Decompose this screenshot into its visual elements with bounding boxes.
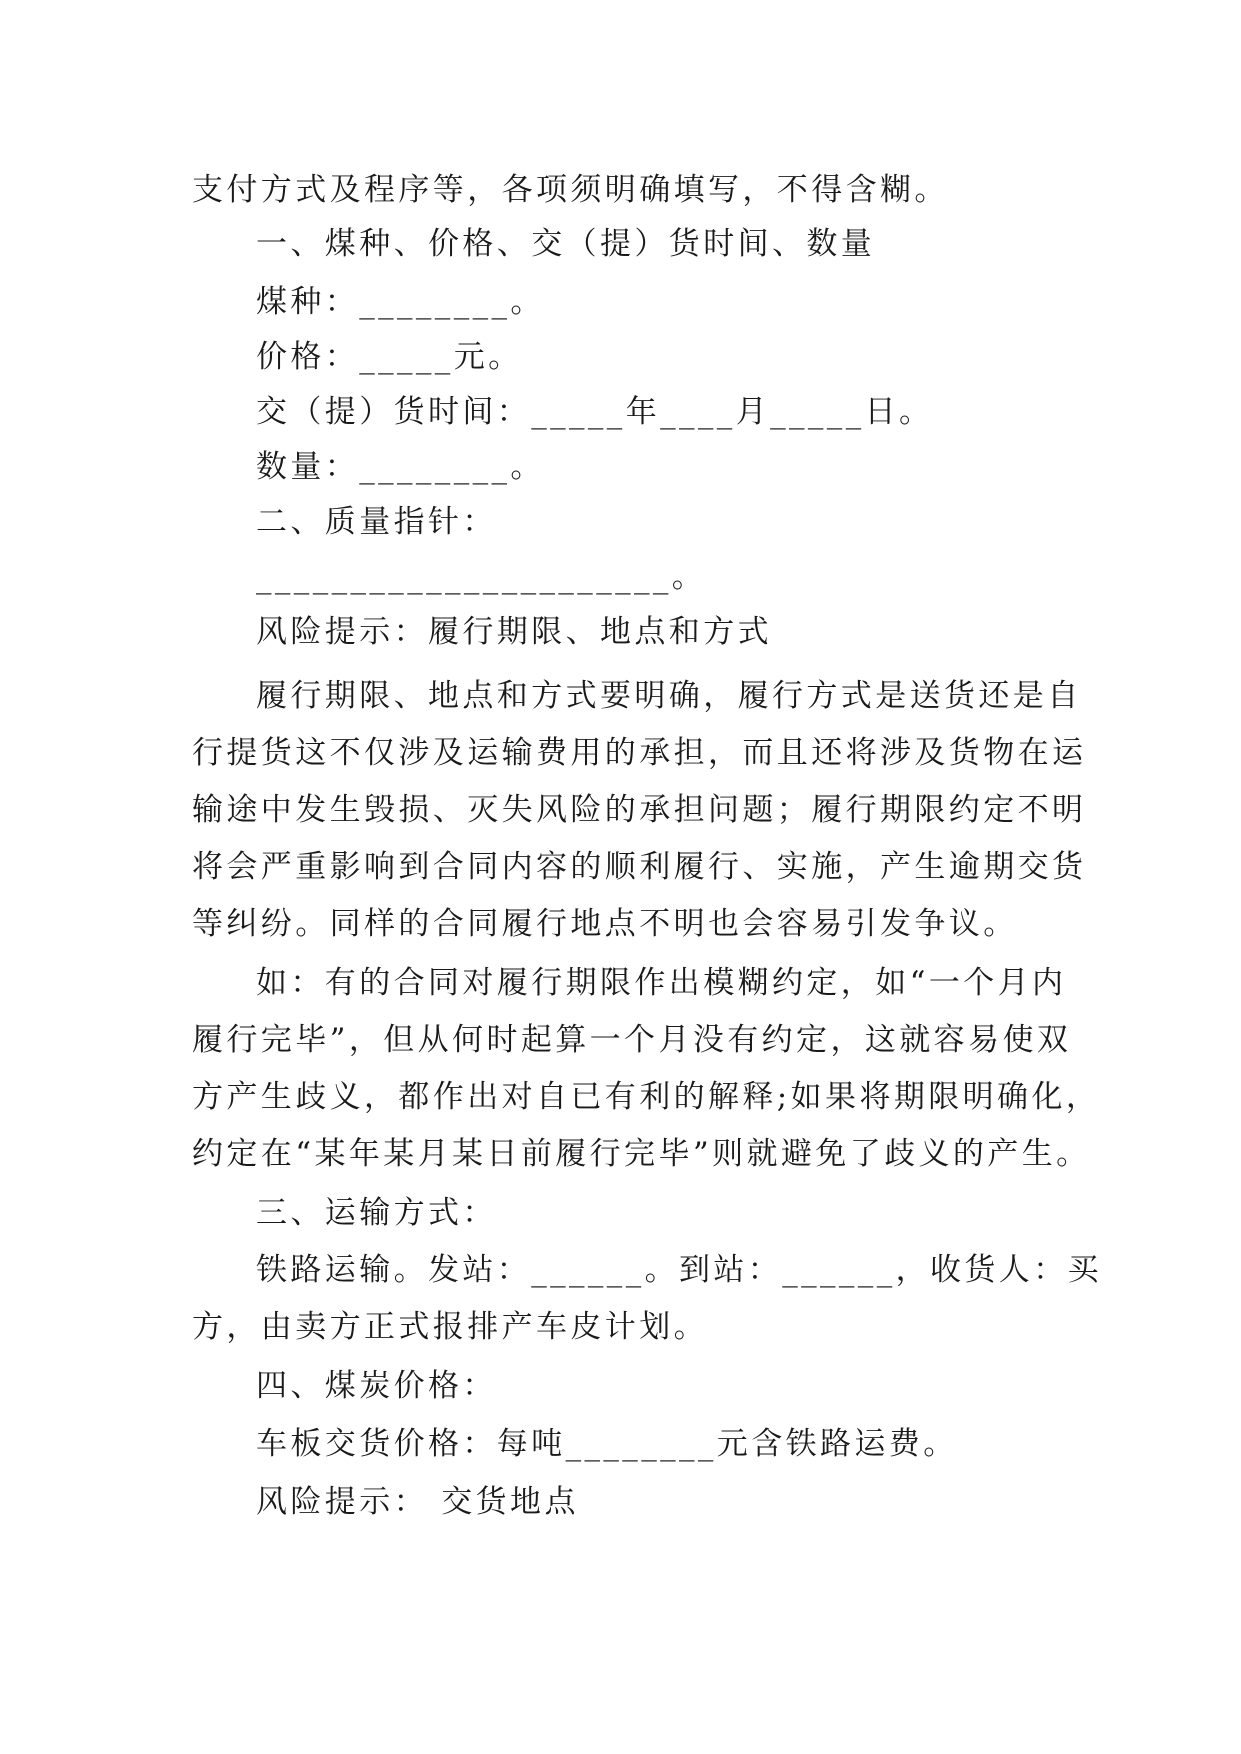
field-quantity: 数量：________。 (256, 449, 545, 485)
paragraph-line: 约定在“某年某月某日前履行完毕”则就避免了歧义的产生。 (192, 1136, 1091, 1172)
field-coal-type: 煤种：________。 (256, 284, 545, 320)
paragraph-line: 行提货这不仅涉及运输费用的承担，而且还将涉及货物在运 (192, 735, 1087, 771)
section-heading: 三、运输方式： (256, 1195, 497, 1231)
paragraph-line: 履行完毕”，但从何时起算一个月没有约定，这就容易使双 (192, 1022, 1072, 1058)
section-heading: 四、煤炭价格： (256, 1368, 497, 1404)
paragraph-line: 支付方式及程序等，各项须明确填写，不得含糊。 (192, 172, 949, 208)
paragraph-line: 将会严重影响到合同内容的顺利履行、实施，产生逾期交货 (192, 849, 1087, 885)
field-delivery-time: 交（提）货时间：_____年____月_____日。 (256, 394, 934, 430)
section-heading: 二、质量指针： (256, 504, 497, 540)
paragraph-line: 方，由卖方正式报排产车皮计划。 (192, 1309, 708, 1345)
paragraph-line: 履行期限、地点和方式要明确，履行方式是送货还是自 (256, 678, 1082, 714)
field-price: 价格：_____元。 (256, 339, 523, 375)
paragraph-line: 方产生歧义，都作出对自已有利的解释;如果将期限明确化， (192, 1079, 1101, 1115)
paragraph-line: 输途中发生毁损、灭失风险的承担问题；履行期限约定不明 (192, 792, 1087, 828)
paragraph-line: 铁路运输。发站：______。到站：______，收货人：买 (256, 1252, 1102, 1288)
paragraph-line: 等纠纷。同样的合同履行地点不明也会容易引发争议。 (192, 906, 1018, 942)
paragraph-line: 如：有的合同对履行期限作出模糊约定，如“一个月内 (256, 965, 1067, 1001)
section-heading: 一、煤种、价格、交（提）货时间、数量 (256, 226, 876, 262)
field-wagon-price: 车板交货价格：每吨________元含铁路运费。 (256, 1426, 958, 1462)
risk-tip-heading: 风险提示： 交货地点 (256, 1484, 579, 1520)
risk-tip-heading: 风险提示：履行期限、地点和方式 (256, 614, 772, 650)
field-quality-blank: ______________________。 (256, 559, 707, 595)
